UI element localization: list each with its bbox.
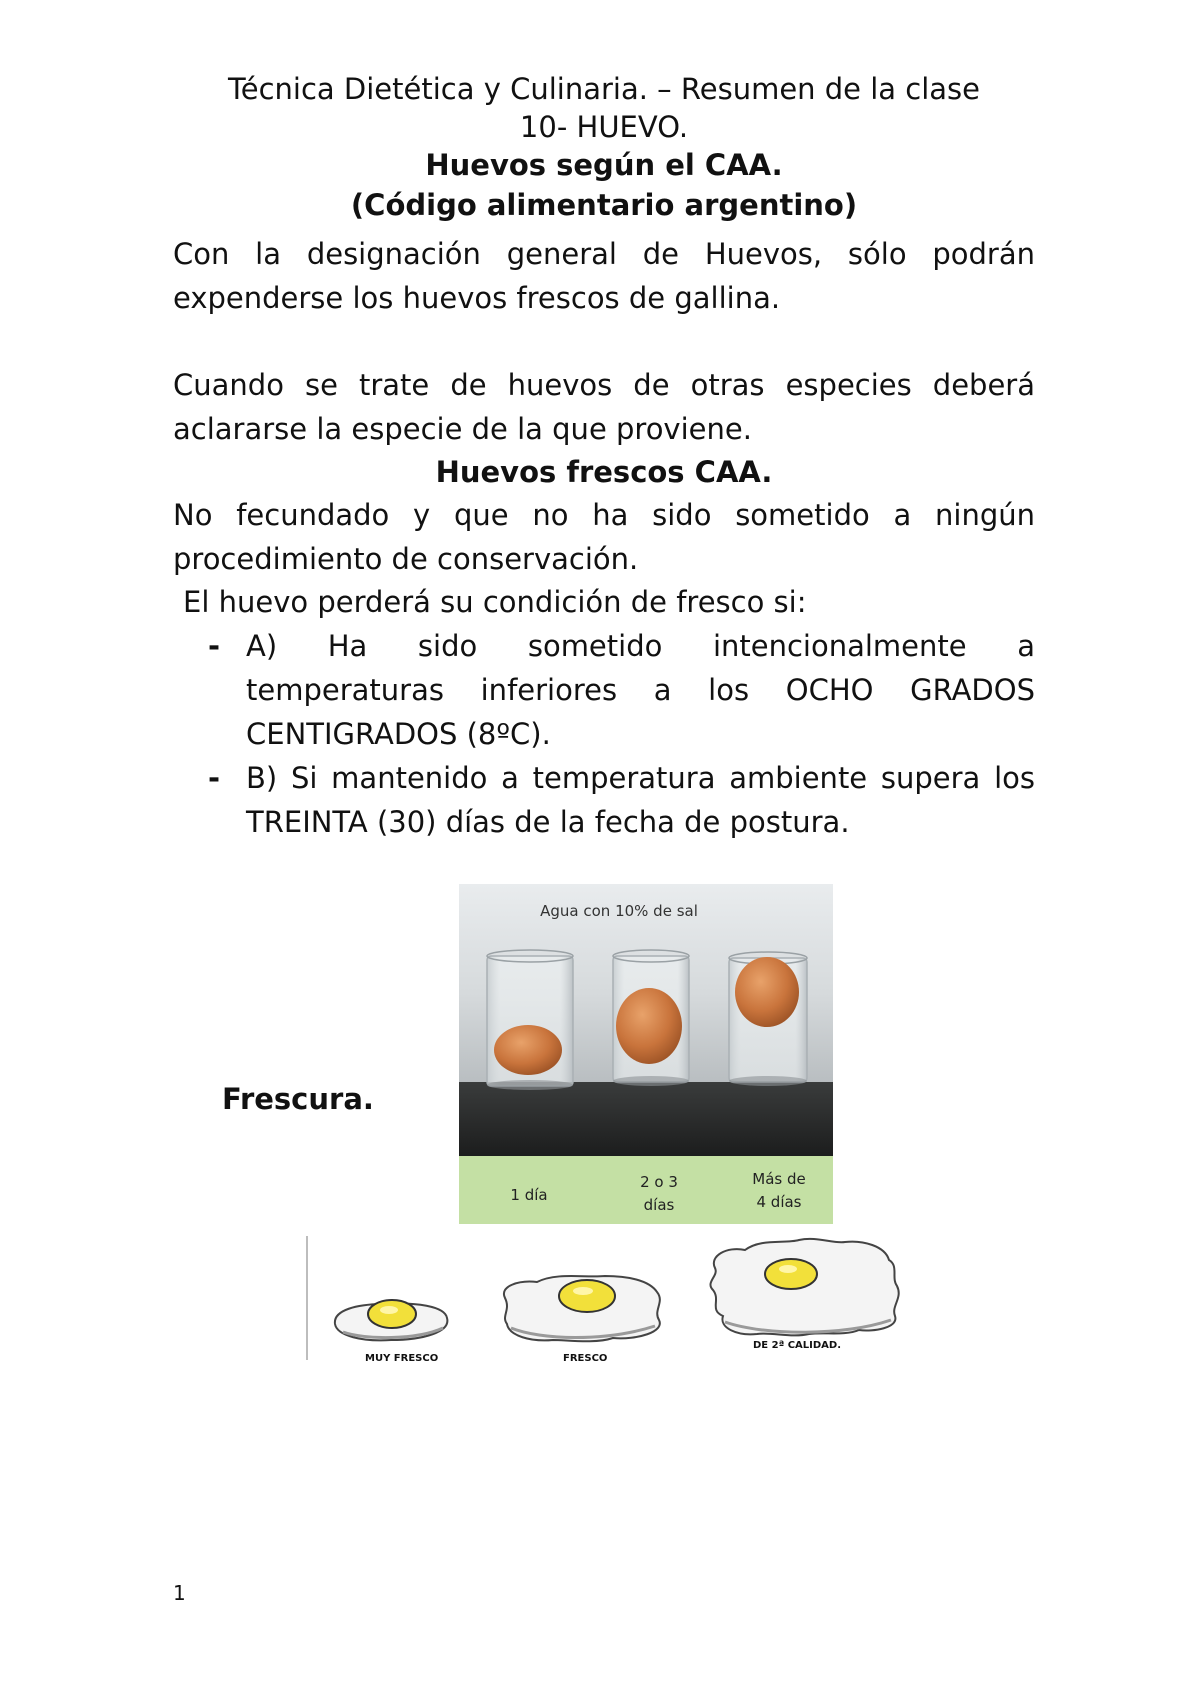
heading-huevos-segun-caa: Huevos según el CAA.: [425, 148, 783, 182]
caption-2-3-line2: días: [643, 1196, 675, 1214]
page-number: 1: [173, 1581, 186, 1605]
fried-egg-fresco: [504, 1276, 660, 1364]
paragraph-perdera-condicion: El huevo perderá su condición de fresco si:: [183, 585, 807, 619]
heading-codigo-alimentario: (Código alimentario argentino): [350, 188, 858, 222]
list-item-text: B) Si mantenido a temperatura ambiente supera los TREINTA (30) días de la fecha de postura.: [246, 761, 1035, 839]
list-item-text: A) Ha sido sometido intencionalmente a temperaturas inferiores a los OCHO GRADOS CENTIGRADOS (8ºC).: [246, 629, 1035, 751]
egg-2: [616, 988, 682, 1064]
title-line-1: Técnica Dietética y Culinaria. – Resumen de la clase: [227, 72, 981, 106]
label-muy-fresco: MUY FRESCO: [365, 1353, 439, 1364]
caption-1-dia: 1 día: [510, 1186, 548, 1204]
photo-title: Agua con 10% de sal: [540, 902, 698, 920]
glass-3: [729, 952, 807, 1086]
conditions-list: [200, 624, 1035, 844]
label-segunda-calidad: DE 2ª CALIDAD.: [753, 1340, 842, 1351]
photo-table: [459, 1082, 833, 1156]
section-heading-caa: [173, 145, 1035, 225]
document-title: [173, 70, 1035, 146]
egg-freshness-photo: [459, 884, 833, 1224]
figure-label-frescura: Frescura.: [222, 1082, 374, 1116]
fried-egg-muy-fresco: [335, 1300, 447, 1364]
fried-egg-segunda-calidad: [710, 1239, 898, 1351]
egg-3: [735, 957, 799, 1027]
egg-1: [494, 1025, 562, 1075]
label-fresco: FRESCO: [563, 1353, 608, 1364]
list-bullet: -: [208, 761, 221, 795]
fried-eggs-illustration: [305, 1236, 905, 1366]
caption-mas-4-line1: Más de: [752, 1170, 806, 1188]
paragraph-designacion: Con la designación general de Huevos, sólo podrán expenderse los huevos frescos de gallina.: [173, 237, 1035, 315]
section-heading-frescos: Huevos frescos CAA.: [435, 455, 773, 489]
paragraph-otras-especies: Cuando se trate de huevos de otras especies deberá aclararse la especie de la que proviene.: [173, 368, 1035, 446]
list-item: [200, 756, 1035, 844]
glass-2: [613, 950, 689, 1086]
glass-1: [487, 950, 573, 1090]
paragraph-no-fecundado: No fecundado y que no ha sido sometido a ningún procedimiento de conservación.: [173, 498, 1035, 576]
caption-2-3-line1: 2 o 3: [640, 1173, 678, 1191]
title-line-2: 10- HUEVO.: [519, 110, 689, 144]
list-item: [200, 624, 1035, 756]
caption-mas-4-line2: 4 días: [756, 1193, 802, 1211]
list-bullet: -: [208, 629, 221, 663]
